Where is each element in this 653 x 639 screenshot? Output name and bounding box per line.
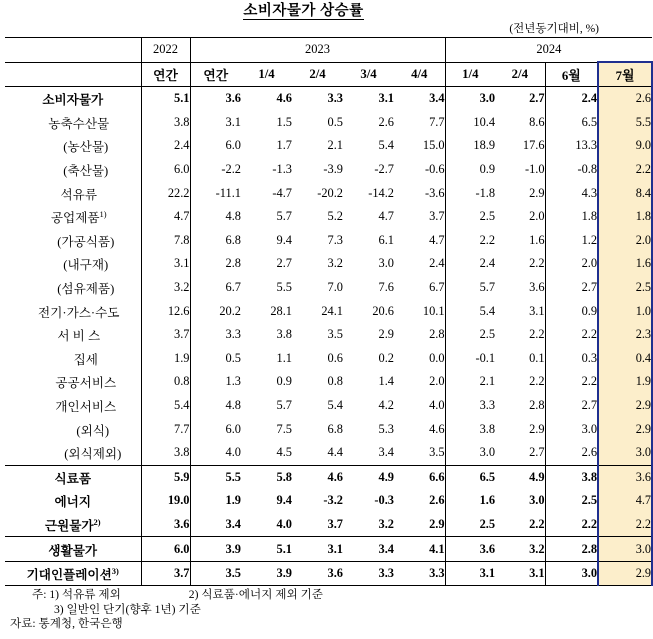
cell-value: 3.1 — [445, 561, 495, 586]
footnote-line-1 — [10, 588, 607, 603]
table-row — [5, 181, 652, 205]
cell-highlight: 3.0 — [598, 441, 652, 465]
cell-value: -3.6 — [394, 181, 445, 205]
cell-value: 10.1 — [394, 299, 445, 323]
cell-value: 7.7 — [141, 417, 190, 441]
cell-highlight: 2.9 — [598, 561, 652, 586]
cell-value: 3.0 — [581, 421, 598, 436]
cell-value: 3.5 — [394, 441, 445, 465]
cell-value: 4.9 — [343, 465, 394, 489]
unit-note: (전년동기대비, %) — [509, 23, 599, 35]
cell-value: 4.7 — [394, 229, 445, 253]
cell-value: 28.1 — [270, 303, 292, 318]
cell-highlight: 1.9 — [598, 370, 652, 394]
cell-value: 4.0 — [394, 394, 445, 418]
row-label: 전기·가스·수도 — [38, 305, 120, 320]
table-row — [5, 489, 652, 513]
cell-value: 6.8 — [225, 232, 241, 247]
cell-value: -1.3 — [272, 162, 292, 177]
table-row — [5, 394, 652, 418]
row-label: (외식) — [76, 423, 110, 438]
footnote-line-2 — [10, 603, 607, 618]
cell-value: 0.3 — [581, 350, 598, 365]
cell-value: 1.2 — [581, 232, 598, 247]
cell-value: 4.5 — [276, 445, 292, 460]
cell-value: 2.0 — [581, 256, 598, 271]
cell-value: 1.7 — [276, 138, 292, 153]
cell-value: 3.3 — [394, 561, 445, 586]
cell-value: -0.8 — [577, 162, 598, 177]
cell-value: 6.0 — [141, 158, 190, 182]
table-row — [5, 158, 652, 182]
cell-value: 3.6 — [445, 537, 495, 562]
header-period-2024-jul: 7월 — [598, 62, 652, 87]
cell-value: 6.1 — [378, 232, 394, 247]
cell-value: 4.8 — [225, 398, 241, 413]
cell-value: 4.1 — [394, 537, 445, 562]
cell-value: 3.1 — [141, 252, 190, 276]
table-header — [5, 38, 652, 87]
cell-value: 0.5 — [225, 350, 241, 365]
cell-value: -2.7 — [374, 162, 394, 177]
row-label: (섬유제품) — [57, 282, 115, 297]
cell-value: 3.8 — [545, 465, 598, 489]
cell-value: 0.8 — [141, 370, 190, 394]
table-row — [5, 87, 652, 111]
cell-value: 2.6 — [378, 114, 394, 129]
row-label: 에너지 — [54, 495, 91, 510]
cell-value: 17.6 — [495, 134, 545, 158]
table-row — [5, 134, 652, 158]
cell-value: 5.7 — [276, 209, 292, 224]
cell-value: 3.3 — [343, 561, 394, 586]
cell-value: 2.5 — [581, 493, 598, 508]
cell-value: 3.2 — [141, 276, 190, 300]
cell-highlight: 3.0 — [598, 537, 652, 562]
cell-value: 4.3 — [581, 185, 598, 200]
cell-value: 0.2 — [378, 350, 394, 365]
table-row — [5, 205, 652, 229]
header-period-2023-q3: 3/4 — [343, 62, 394, 87]
cell-value: 2.8 — [225, 256, 241, 271]
cell-highlight: 3.6 — [598, 465, 652, 489]
cell-value: 2.4 — [141, 134, 190, 158]
cell-value: 5.4 — [327, 398, 343, 413]
row-label: 농축수산물 — [48, 116, 110, 131]
header-year-2023: 2023 — [190, 38, 445, 63]
cell-value: 3.9 — [241, 561, 292, 586]
row-label: (가공식품) — [57, 234, 115, 249]
header-period-2023-annual: 연간 — [190, 62, 241, 87]
cell-value: 2.6 — [581, 445, 598, 460]
cell-value: 3.0 — [479, 445, 496, 460]
cell-value: 3.7 — [141, 323, 190, 347]
cell-value: 1.1 — [276, 350, 292, 365]
cell-value: 3.9 — [190, 537, 241, 562]
cell-value: 3.8 — [141, 111, 190, 135]
row-label: 공공서비스 — [55, 376, 117, 391]
cell-value: 2.7 — [276, 256, 292, 271]
cell-value: 3.7 — [327, 516, 343, 531]
cell-value: 1.6 — [495, 229, 545, 253]
cell-value: 8.6 — [495, 111, 545, 135]
cell-value: 5.4 — [479, 303, 496, 318]
cell-value: 3.7 — [141, 561, 190, 586]
cell-value: 20.6 — [372, 303, 394, 318]
row-label: 식료품 — [5, 465, 141, 489]
header-period-2023-q2: 2/4 — [292, 62, 343, 87]
cell-value: -3.9 — [323, 162, 343, 177]
cell-value: 0.8 — [327, 374, 343, 389]
cell-value: 5.4 — [378, 138, 394, 153]
cell-value: 2.1 — [327, 138, 343, 153]
cell-value: 1.8 — [581, 209, 598, 224]
table-row — [5, 441, 652, 465]
title-container — [0, 0, 607, 22]
table-row — [5, 323, 652, 347]
cell-value: 2.8 — [394, 323, 445, 347]
cell-value: 2.2 — [581, 516, 598, 531]
cell-value: 4.9 — [495, 465, 545, 489]
header-period-2024-jun: 6월 — [545, 62, 598, 87]
cell-value: 1.9 — [225, 493, 241, 508]
cell-value: 2.0 — [495, 205, 545, 229]
cell-highlight: 8.4 — [598, 181, 652, 205]
header-period-2023-q4: 4/4 — [394, 62, 445, 87]
cell-value: 2.2 — [581, 327, 598, 342]
cell-value: 1.6 — [479, 493, 496, 508]
cell-highlight: 4.7 — [598, 489, 652, 513]
header-row-period — [5, 62, 652, 87]
cell-highlight: 2.6 — [598, 87, 652, 111]
cell-value: -14.2 — [368, 185, 394, 200]
cell-value: -2.2 — [221, 162, 241, 177]
cell-value: 2.2 — [479, 232, 496, 247]
cell-value: 0.5 — [327, 114, 343, 129]
cell-value: 18.9 — [473, 138, 496, 153]
cell-value: 3.2 — [327, 256, 343, 271]
cell-value: 7.7 — [394, 111, 445, 135]
cell-value: 6.5 — [445, 465, 495, 489]
cell-value: 2.2 — [581, 374, 598, 389]
cell-value: 3.6 — [225, 91, 241, 106]
cell-value: 24.1 — [321, 303, 343, 318]
cell-value: 3.8 — [141, 441, 190, 465]
cell-value: 10.4 — [473, 114, 496, 129]
table-row — [5, 513, 652, 537]
header-period-2024-q2: 2/4 — [495, 62, 545, 87]
cell-value: 7.6 — [378, 280, 394, 295]
cell-value: 22.2 — [141, 181, 190, 205]
table-row — [5, 370, 652, 394]
cell-value: 2.5 — [479, 516, 496, 531]
cell-value: 2.2 — [495, 370, 545, 394]
row-label: 기대인플레이션$^{3)}$ — [5, 561, 141, 586]
cell-value: -0.1 — [475, 350, 496, 365]
cell-value: 5.7 — [276, 398, 292, 413]
cell-value: 3.8 — [276, 327, 292, 342]
cell-value: 6.0 — [141, 537, 190, 562]
table-row — [5, 561, 652, 586]
cell-value: 3.0 — [495, 489, 545, 513]
table-row — [5, 229, 652, 253]
cell-value: 2.4 — [479, 256, 496, 271]
row-label: 개인서비스 — [55, 400, 117, 415]
cell-highlight: 2.9 — [598, 394, 652, 418]
cell-value: 4.6 — [292, 465, 343, 489]
cell-value: 2.0 — [394, 370, 445, 394]
cell-highlight: 2.2 — [598, 513, 652, 537]
cell-value: 20.2 — [219, 303, 241, 318]
source-prefix: 자료: — [10, 617, 36, 631]
row-label: 공업제품$^{1)}$ — [50, 209, 107, 226]
cell-value: 0.9 — [479, 162, 496, 177]
footnote-1: 1) 석유류 제외 — [49, 588, 121, 602]
cell-value: 0.6 — [327, 350, 343, 365]
cell-value: -3.2 — [323, 493, 343, 508]
table-row — [5, 465, 652, 489]
cell-value: 2.9 — [495, 417, 545, 441]
cell-value: 4.6 — [394, 417, 445, 441]
table-body — [5, 87, 652, 586]
cell-value: 1.3 — [225, 374, 241, 389]
table-row — [5, 299, 652, 323]
cell-value: 3.4 — [343, 537, 394, 562]
cell-value: 0.0 — [394, 347, 445, 371]
cell-value: 3.2 — [378, 516, 394, 531]
cell-value: 2.9 — [394, 513, 445, 537]
cell-highlight: 1.8 — [598, 205, 652, 229]
cell-value: 5.1 — [241, 537, 292, 562]
header-corner-blank — [5, 38, 141, 63]
row-label: 소비자물가 — [42, 93, 104, 108]
cell-value: 2.2 — [495, 513, 545, 537]
cell-value: 3.3 — [327, 91, 343, 106]
header-year-2024: 2024 — [445, 38, 652, 63]
cell-highlight: 2.2 — [598, 158, 652, 182]
cell-value: 3.3 — [225, 327, 241, 342]
cell-value: 2.7 — [581, 398, 598, 413]
cell-value: 5.3 — [378, 421, 394, 436]
cell-value: 4.7 — [378, 209, 394, 224]
cell-value: 19.0 — [141, 489, 190, 513]
cell-value: 6.0 — [225, 138, 241, 153]
cell-value: 3.7 — [394, 205, 445, 229]
cell-value: 2.5 — [479, 209, 496, 224]
table-row — [5, 537, 652, 562]
table-row — [5, 347, 652, 371]
cell-value: 6.5 — [581, 114, 598, 129]
row-label: 근원물가$^{2)}$ — [44, 516, 101, 533]
row-label: 석유류 — [60, 187, 97, 202]
row-label: (농산물) — [63, 140, 109, 155]
cell-value: 3.0 — [378, 256, 394, 271]
cell-value: 6.0 — [225, 421, 241, 436]
cell-value: 3.4 — [225, 516, 241, 531]
cell-value: 4.2 — [378, 398, 394, 413]
row-label: 생활물가 — [5, 537, 141, 562]
cell-value: 5.5 — [190, 465, 241, 489]
cell-value: 3.6 — [141, 513, 190, 537]
cell-value: 6.7 — [394, 276, 445, 300]
cell-value: 13.3 — [575, 138, 598, 153]
cell-highlight: 1.0 — [598, 299, 652, 323]
cell-value: 3.1 — [292, 537, 343, 562]
row-label: 집세 — [73, 352, 98, 367]
cell-value: 4.7 — [141, 205, 190, 229]
row-label-footnote-marker: 2) — [93, 516, 101, 527]
cell-value: 3.2 — [495, 537, 545, 562]
cell-highlight: 9.0 — [598, 134, 652, 158]
row-label: (축산물) — [63, 164, 109, 179]
cell-value: 1.9 — [141, 347, 190, 371]
cell-value: 2.2 — [495, 323, 545, 347]
cell-highlight: 2.0 — [598, 229, 652, 253]
cell-value: 4.0 — [225, 445, 241, 460]
cell-value: 2.4 — [394, 252, 445, 276]
cell-value: 0.9 — [276, 374, 292, 389]
cell-value: 2.7 — [495, 441, 545, 465]
footnote-prefix: 주: — [32, 588, 47, 602]
cell-highlight: 2.9 — [598, 417, 652, 441]
cell-value: 3.3 — [479, 398, 496, 413]
cell-value: 9.4 — [276, 232, 292, 247]
cell-value: 3.1 — [378, 91, 394, 106]
cell-value: 5.4 — [141, 394, 190, 418]
cell-value: 6.8 — [327, 421, 343, 436]
cell-value: -11.1 — [215, 185, 241, 200]
cell-value: 3.0 — [479, 91, 496, 106]
cell-value: 2.2 — [495, 252, 545, 276]
cell-value: 3.4 — [378, 445, 394, 460]
cell-value: 2.9 — [378, 327, 394, 342]
cell-value: -1.0 — [495, 158, 545, 182]
cell-highlight: 1.6 — [598, 252, 652, 276]
cell-value: 3.0 — [545, 561, 598, 586]
cell-value: 5.5 — [276, 280, 292, 295]
cell-value: 3.8 — [479, 421, 496, 436]
source-value: 통계청, 한국은행 — [38, 617, 123, 631]
cell-value: 3.4 — [394, 87, 445, 111]
cell-value: 2.9 — [495, 181, 545, 205]
cell-value: 2.1 — [479, 374, 496, 389]
header-period-2022-annual: 연간 — [141, 62, 190, 87]
cell-value: -0.6 — [394, 158, 445, 182]
cell-value: 7.8 — [141, 229, 190, 253]
source-line — [10, 617, 607, 632]
cell-value: 2.5 — [479, 327, 496, 342]
cell-value: 0.9 — [581, 303, 598, 318]
cell-value: 7.5 — [276, 421, 292, 436]
cell-value: 4.0 — [276, 516, 292, 531]
table-row — [5, 252, 652, 276]
cell-value: -20.2 — [317, 185, 343, 200]
cell-value: 9.4 — [276, 493, 292, 508]
header-period-2024-q1: 1/4 — [445, 62, 495, 87]
header-period-2023-q1: 1/4 — [241, 62, 292, 87]
cell-value: 15.0 — [394, 134, 445, 158]
cell-highlight: 0.4 — [598, 347, 652, 371]
cell-value: 3.6 — [292, 561, 343, 586]
cell-value: 7.3 — [327, 232, 343, 247]
cell-value: 5.1 — [141, 87, 190, 111]
row-label-footnote-marker: 3) — [111, 565, 119, 576]
cell-value: 3.6 — [495, 276, 545, 300]
cell-value: 6.7 — [225, 280, 241, 295]
cell-value: 1.5 — [276, 114, 292, 129]
cell-value: 4.6 — [276, 91, 292, 106]
cell-value: 1.4 — [378, 374, 394, 389]
table-row — [5, 276, 652, 300]
cell-value: 2.6 — [394, 489, 445, 513]
header-year-2022: 2022 — [141, 38, 190, 63]
row-label: (내구재) — [63, 258, 109, 273]
cell-value: 4.8 — [225, 209, 241, 224]
cpi-table — [5, 37, 653, 586]
cell-value: 5.9 — [141, 465, 190, 489]
cell-value: 2.7 — [495, 87, 545, 111]
footnote-2: 2) 식료품·에너지 제외 기준 — [188, 588, 323, 602]
cell-highlight: 2.3 — [598, 323, 652, 347]
cell-value: 2.7 — [581, 280, 598, 295]
cell-value: 3.1 — [495, 561, 545, 586]
cell-value: -4.7 — [272, 185, 292, 200]
cell-value: 3.1 — [225, 114, 241, 129]
cell-value: 5.7 — [479, 280, 496, 295]
cell-value: 3.5 — [190, 561, 241, 586]
cell-value: 3.1 — [495, 299, 545, 323]
row-label-footnote-marker: 1) — [99, 209, 107, 220]
cell-value: 12.6 — [141, 299, 190, 323]
cell-value: 2.8 — [545, 537, 598, 562]
cell-value: 2.4 — [581, 91, 598, 106]
cell-value: 5.8 — [241, 465, 292, 489]
header-period-blank — [5, 62, 141, 87]
table-row — [5, 111, 652, 135]
cell-value: 5.2 — [327, 209, 343, 224]
cell-value: 7.0 — [327, 280, 343, 295]
cell-value: 2.8 — [495, 394, 545, 418]
cell-value: 6.6 — [394, 465, 445, 489]
cell-value: -0.3 — [374, 493, 394, 508]
footnote-3: 3) 일반인 단기(향후 1년) 기준 — [54, 602, 201, 616]
footnotes — [0, 588, 607, 632]
header-row-year — [5, 38, 652, 63]
cell-highlight: 2.5 — [598, 276, 652, 300]
cell-value: 0.1 — [495, 347, 545, 371]
row-label: 서 비 스 — [57, 329, 101, 344]
table-row — [5, 417, 652, 441]
cell-highlight: 5.5 — [598, 111, 652, 135]
page-title: 소비자물가 상승률 — [243, 3, 364, 19]
cell-value: 4.4 — [327, 445, 343, 460]
cell-value: -1.8 — [475, 185, 496, 200]
cell-value: 3.5 — [327, 327, 343, 342]
row-label: (외식제외) — [64, 447, 122, 462]
